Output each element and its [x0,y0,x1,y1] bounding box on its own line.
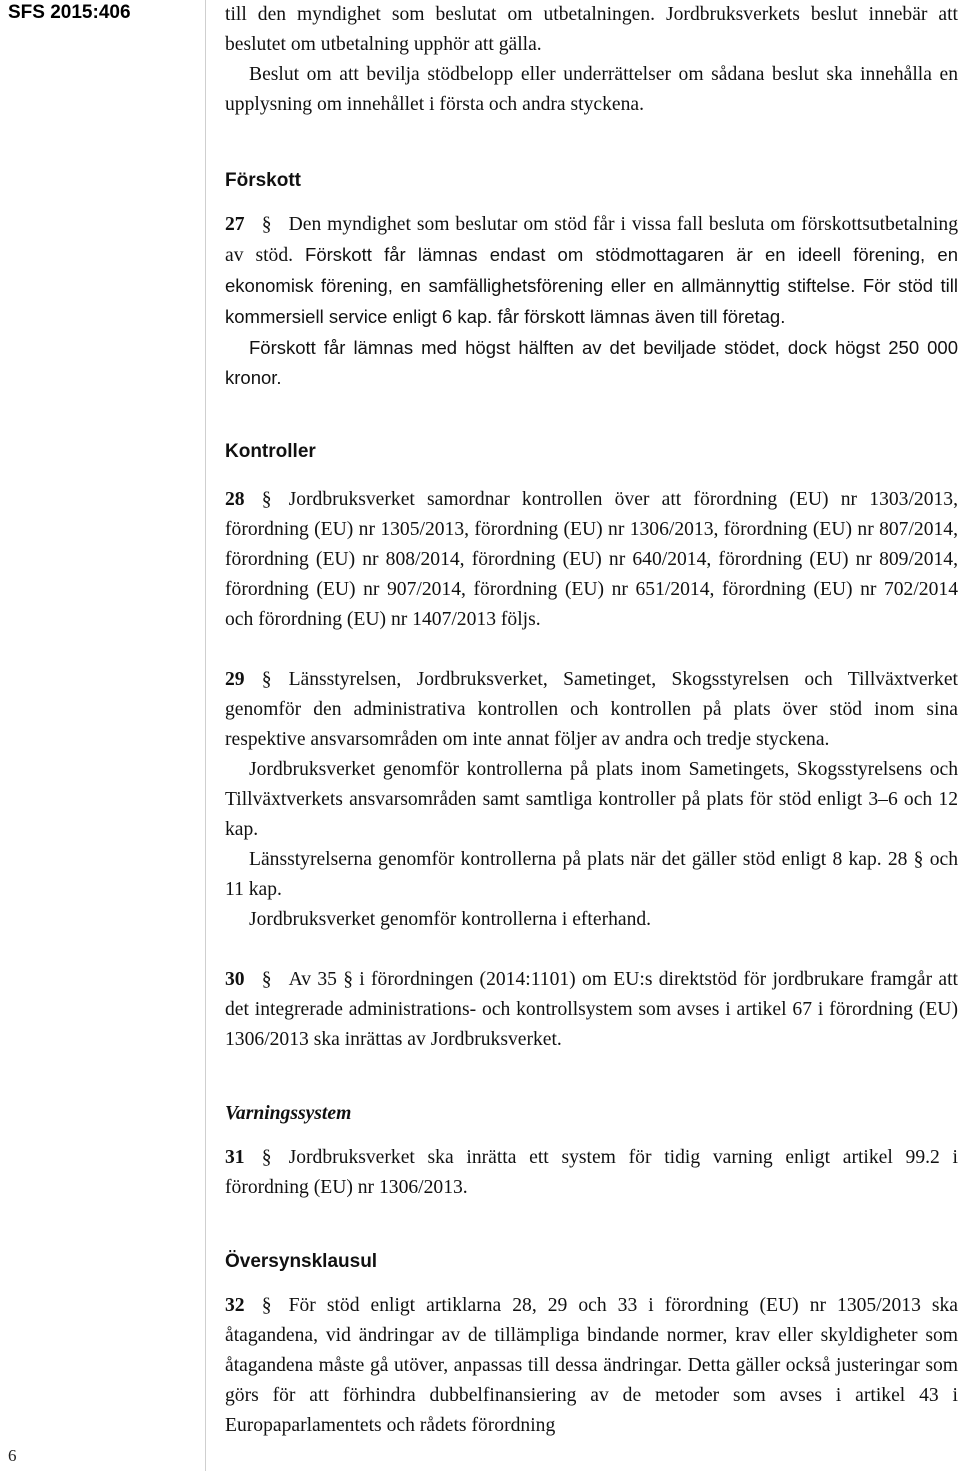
section-number-27: 27 [225,214,245,235]
section-number-30: 30 [225,969,245,990]
section-number-28: 28 [225,489,245,510]
section-number-29: 29 [225,669,245,690]
intro-paragraph-1: till den myndighet som beslutat om utbetalningen. Jordbruksverkets beslut innebär att beslutet om utbetalning upphör att gälla. [225,4,958,55]
paragraph-27-second: Förskott får lämnas med högst hälften av det beviljade stödet, dock högst 250 000 kronor. [225,337,958,388]
section-heading-forskott: Förskott [225,170,301,191]
section-number-32: 32 [225,1295,245,1316]
paragraph-27 [225,210,958,333]
section-heading-varningssystem: Varningssystem [225,1103,352,1124]
paragraph-sign: § [261,1295,272,1316]
paragraph-32 [225,1291,958,1441]
margin-column [0,0,206,1471]
paragraph-32-text: För stöd enligt artiklarna 28, 29 och 33 i förordning (EU) nr 1305/2013 ska åtagandena, vid ändringar av de tillämpliga bindande normer, krav eller skyldigheter som åtagandena måste gå utöver, anpassas till dessa ändringar. Detta gäller också justeringar som görs för att förhindra dubbelfinansiering av de metoder som avses i artikel 43 i Europaparlamentets och rådets förordning [225,1295,958,1436]
section-heading-oversynsklausul: Översynsklausul [225,1251,378,1272]
paragraph-sign: § [261,489,272,510]
section-number-31: 31 [225,1147,245,1168]
paragraph-30 [225,965,958,1055]
paragraph-29-text: Länsstyrelsen, Jordbruksverket, Sametinget, Skogsstyrelsen och Tillväxtverket genomför den administrativa kontrollen och kontrollen på plats över stöd inom sina respektive ansvarsområden om inte annat följer av andra och tredje styckena. [225,669,958,750]
document-id: SFS 2015:406 [8,2,131,23]
paragraph-29-second: Jordbruksverket genomför kontrollerna på plats inom Sametingets, Skogsstyrelsens och Tillväxtverkets ansvarsområden samt samtliga kontroller på plats för stöd enligt 3–6 och 12 kap. [225,759,958,840]
forskott-section [225,166,958,393]
document-body [225,0,958,1441]
paragraph-28 [225,485,958,635]
oversyn-section [225,1247,958,1441]
paragraph-29-fourth: Jordbruksverket genomför kontrollerna i efterhand. [249,909,652,930]
paragraph-27-text: Den myndighet som beslutar om stöd får i vissa fall besluta om förskottsutbetalning av stöd. [225,214,958,266]
paragraph-29 [225,665,958,755]
paragraph-31-text: Jordbruksverket ska inrätta ett system för tidig varning enligt artikel 99.2 i förordning (EU) nr 1306/2013. [225,1147,958,1198]
paragraph-27-sans-text: Förskott får lämnas endast om stödmottagaren är en ideell förening, en ekonomisk förening, en samfällighetsförening eller en allmännyttig stiftelse. För stöd till kommersiell service enligt 6 kap. får förskott lämnas även till företag. [225,244,958,327]
varning-section [225,1099,958,1203]
paragraph-31 [225,1143,958,1203]
intro-paragraph-2: Beslut om att bevilja stödbelopp eller underrättelser om sådana beslut ska innehålla en upplysning om innehållet i första och andra styckena. [225,64,958,115]
kontroller-section [225,437,958,1055]
paragraph-30-text: Av 35 § i förordningen (2014:1101) om EU:s direktstöd för jordbrukare framgår att det integrerade administrations- och kontrollsystem som avses i artikel 67 i förordning (EU) 1306/2013 ska inrättas av Jordbruksverket. [225,969,958,1050]
paragraph-sign: § [261,214,272,235]
paragraph-sign: § [261,969,272,990]
paragraph-29-third: Länsstyrelserna genomför kontrollerna på plats när det gäller stöd enligt 8 kap. 28 § och 11 kap. [225,849,958,900]
paragraph-sign: § [261,669,272,690]
intro-section [225,0,958,120]
paragraph-sign: § [261,1147,272,1168]
paragraph-28-text: Jordbruksverket samordnar kontrollen över att förordning (EU) nr 1303/2013, förordning (EU) nr 1305/2013, förordning (EU) nr 1306/2013, förordning (EU) nr 807/2014, förordning (EU) nr 808/2014, förordning (EU) nr 640/2014, förordning (EU) nr 809/2014, förordning (EU) nr 907/2014, förordning (EU) nr 651/2014, förordning (EU) nr 702/2014 och förordning (EU) nr 1407/2013 följs. [225,489,958,630]
page-number: 6 [8,1446,17,1465]
section-heading-kontroller: Kontroller [225,441,316,462]
